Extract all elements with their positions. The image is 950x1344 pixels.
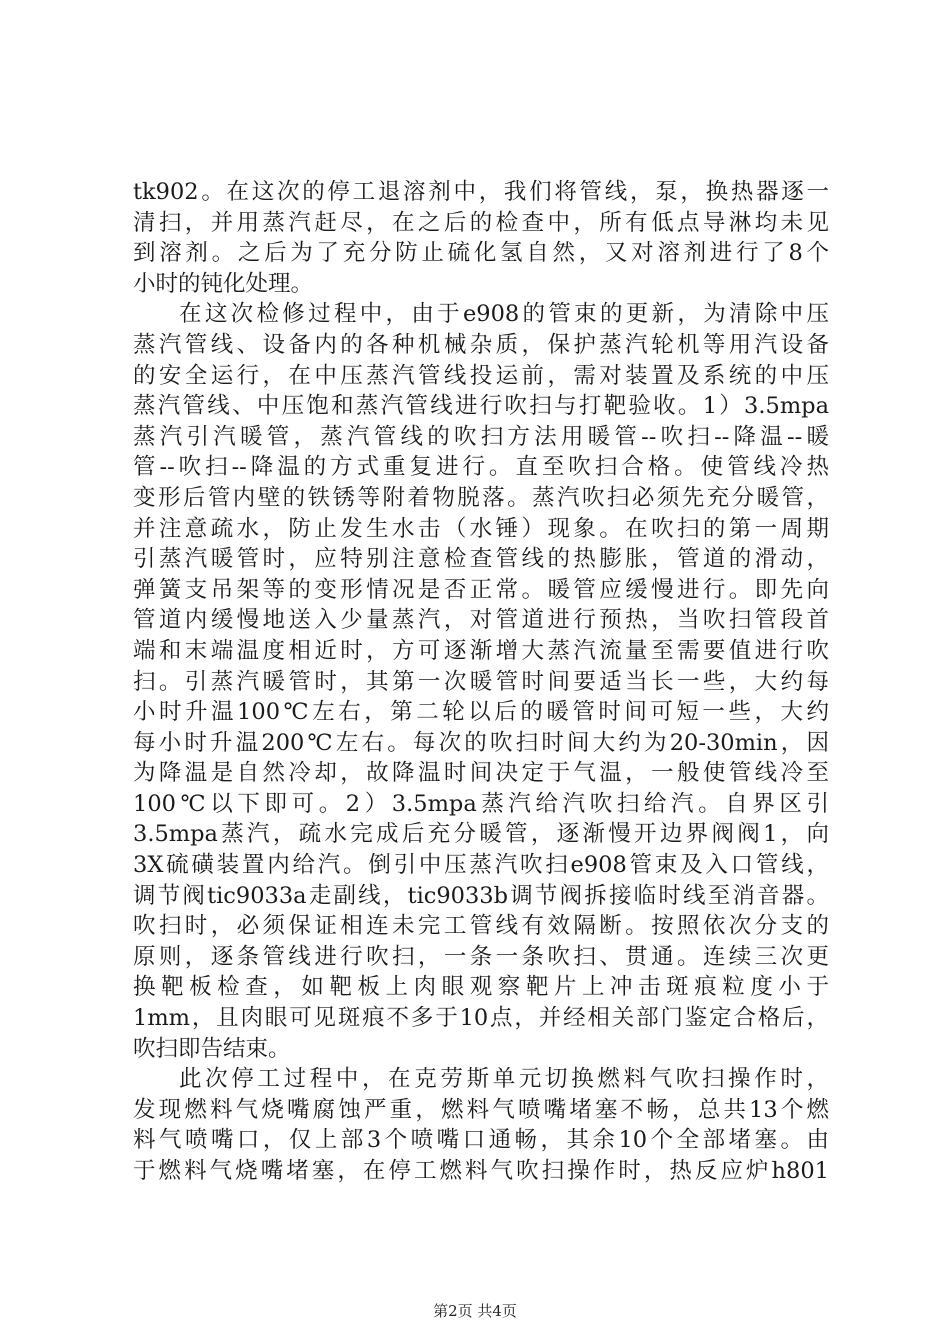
text-line: tk902。在这次的停工退溶剂中，我们将管线，泵，换热器逐一 — [133, 179, 829, 205]
text-line: 在这次检修过程中，由于e908的管束的更新，为清除中压 — [179, 301, 829, 328]
text-line: 变形后管内壁的铁锈等附着物脱落。蒸汽吹扫必须先充分暖管， — [133, 484, 829, 511]
document-body — [133, 177, 829, 1187]
text-line: 弹簧支吊架等的变形情况是否正常。暖管应缓慢进行。即先向 — [133, 576, 829, 603]
text-line: 到溶剂。之后为了充分防止硫化氢自然，又对溶剂进行了8个 — [133, 240, 829, 267]
text-line: 小时的钝化处理。 — [133, 270, 314, 297]
text-line: 管道内缓慢地送入少量蒸汽，对管道进行预热，当吹扫管段首 — [133, 607, 829, 634]
text-line: 扫。引蒸汽暖管时，其第一次暖管时间要适当长一些，大约每 — [133, 668, 829, 695]
text-line: 于燃料气烧嘴堵塞，在停工燃料气吹扫操作时，热反应炉h801 — [133, 1158, 829, 1184]
text-line: 此次停工过程中，在克劳斯单元切换燃料气吹扫操作时， — [179, 1066, 829, 1093]
text-line: 端和末端温度相近时，方可逐渐增大蒸汽流量至需要值进行吹 — [133, 637, 829, 664]
text-line: 蒸汽引汽暖管，蒸汽管线的吹扫方法用暖管--吹扫--降温--暖 — [133, 423, 829, 450]
text-line: 料气喷嘴口，仅上部3个喷嘴口通畅，其余10个全部堵塞。由 — [133, 1127, 829, 1154]
text-line: 小时升温100℃左右，第二轮以后的暖管时间可短一些，大约 — [133, 699, 829, 726]
text-line: 发现燃料气烧嘴腐蚀严重，燃料气喷嘴堵塞不畅，总共13个燃 — [133, 1096, 829, 1123]
text-line: 3.5mpa蒸汽，疏水完成后充分暖管，逐渐慢开边界阀阀1，向 — [133, 821, 829, 848]
text-line: 100℃以下即可。2）3.5mpa蒸汽给汽吹扫给汽。自界区引 — [133, 790, 829, 817]
text-line: 蒸汽管线、设备内的各种机械杂质，保护蒸汽轮机等用汽设备 — [133, 331, 829, 358]
text-line: 蒸汽管线、中压饱和蒸汽管线进行吹扫与打靶验收。1）3.5mpa — [133, 393, 829, 420]
text-line: 1mm，且肉眼可见斑痕不多于10点，并经相关部门鉴定合格后， — [133, 1005, 829, 1032]
text-line: 引蒸汽暖管时，应特别注意检查管线的热膨胀，管道的滑动， — [133, 546, 829, 573]
text-line: 原则，逐条管线进行吹扫，一条一条吹扫、贯通。连续三次更 — [133, 943, 829, 970]
text-line: 清扫，并用蒸汽赶尽，在之后的检查中，所有低点导淋均未见 — [133, 209, 829, 236]
text-line: 的安全运行，在中压蒸汽管线投运前，需对装置及系统的中压 — [133, 362, 829, 389]
text-line: 吹扫时，必须保证相连未完工管线有效隔断。按照依次分支的 — [133, 913, 829, 940]
text-line: 3X硫磺装置内给汽。倒引中压蒸汽吹扫e908管束及入口管线， — [133, 852, 829, 879]
text-line: 为降温是自然冷却，故降温时间决定于气温，一般使管线冷至 — [133, 760, 829, 787]
text-line: 吹扫即告结束。 — [133, 1035, 291, 1062]
text-line: 管--吹扫--降温的方式重复进行。直至吹扫合格。使管线冷热 — [133, 454, 829, 481]
text-line: 每小时升温200℃左右。每次的吹扫时间大约为20-30min，因 — [133, 729, 829, 756]
text-line: 换靶板检查，如靶板上肉眼观察靶片上冲击斑痕粒度小于 — [133, 974, 829, 1001]
page-number-footer: 第2页 共4页 — [433, 1302, 517, 1320]
text-line: 调节阀tic9033a走副线，tic9033b调节阀拆接临时线至消音器。 — [133, 882, 829, 909]
text-line: 并注意疏水，防止发生水击（水锤）现象。在吹扫的第一周期 — [133, 515, 829, 542]
